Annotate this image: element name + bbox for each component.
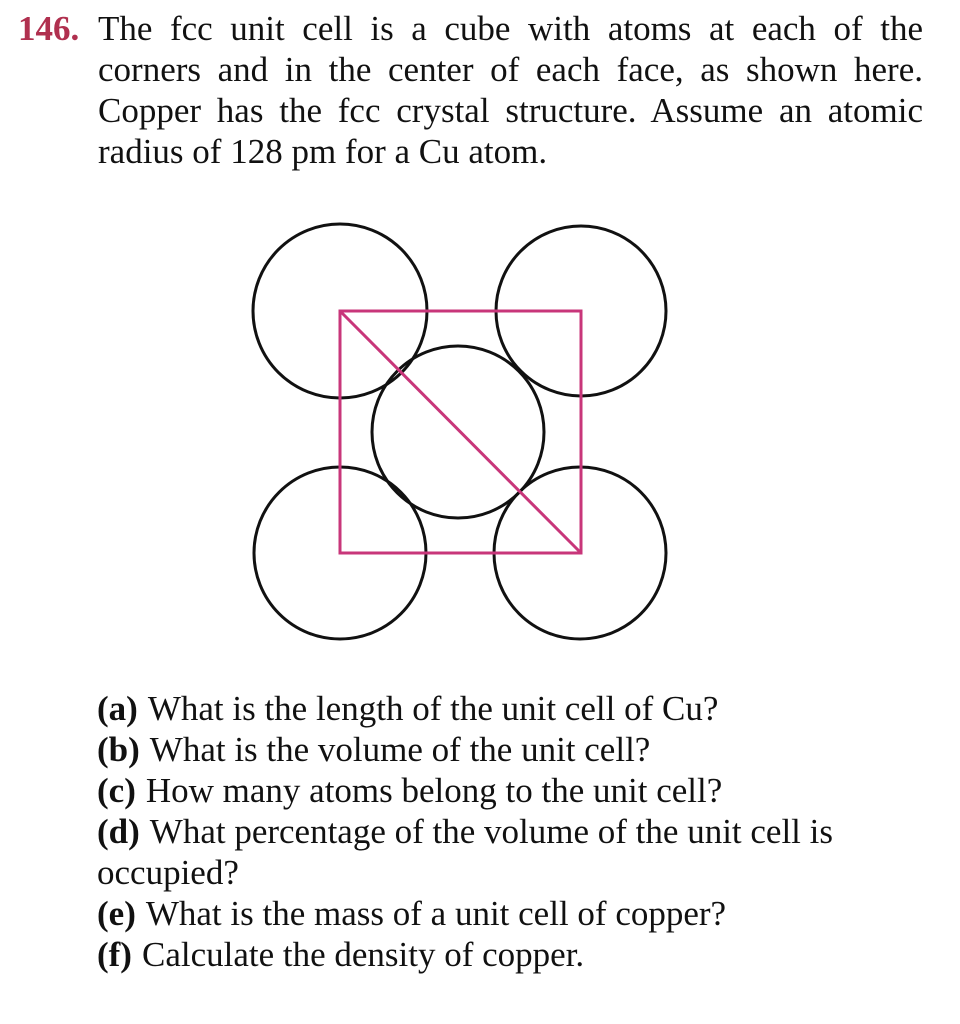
problem-number: 146.: [18, 9, 80, 48]
question-a: (a) What is the length of the unit cell of Cu?: [97, 689, 719, 728]
question-d: (d) What percentage of the volume of the unit cell is occupied?: [97, 812, 833, 892]
question-c: (c) How many atoms belong to the unit cell?: [97, 771, 723, 810]
question-list: [97, 688, 917, 975]
question-b: (b) What is the volume of the unit cell?: [97, 730, 651, 769]
question-e: (e) What is the mass of a unit cell of copper?: [97, 894, 727, 933]
face-center-atom: [372, 346, 544, 518]
question-f: (f) Calculate the density of copper.: [97, 935, 585, 974]
problem-intro: The fcc unit cell is a cube with atoms at each of the corners and in the center of each face, as shown here. Copper has the fcc crystal structure. Assume an atomic radius of 128 pm for a Cu atom.: [98, 9, 923, 171]
